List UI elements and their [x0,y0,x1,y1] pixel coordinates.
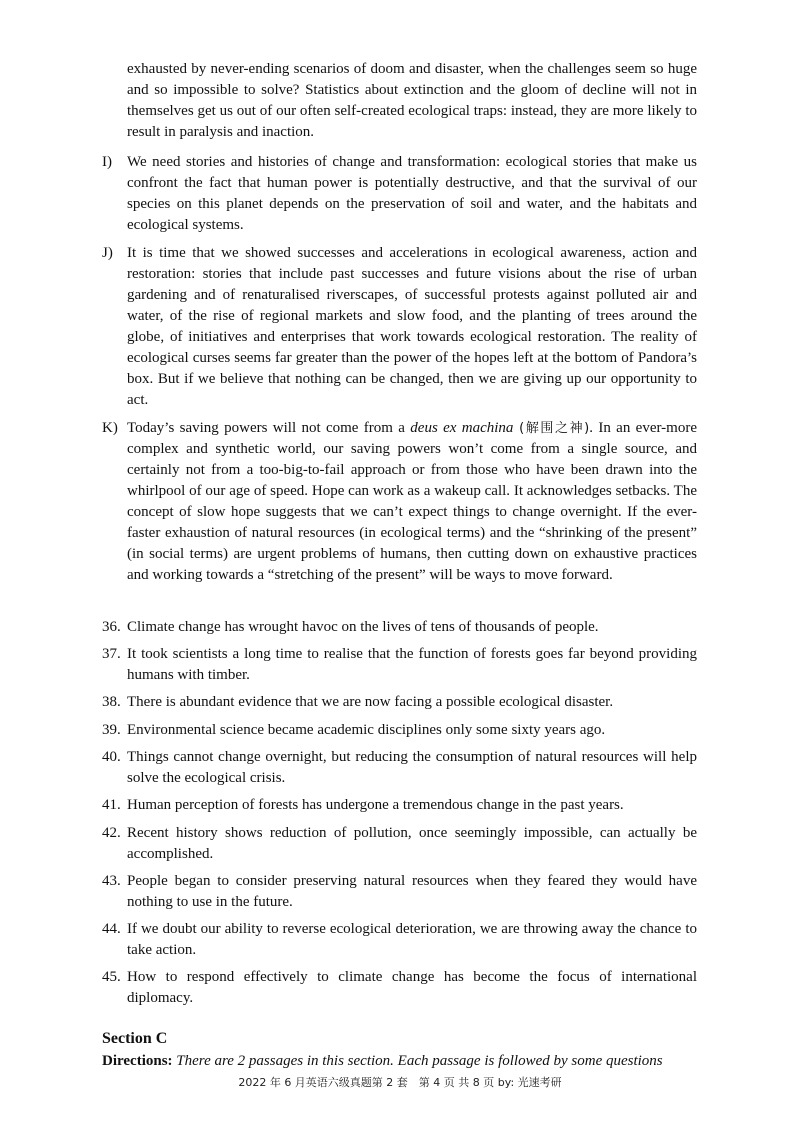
question-text: There is abundant evidence that we are now facing a possible ecological disaster. [127,694,614,710]
question-44 [102,919,697,961]
question-38 [102,692,697,713]
directions-label: Directions: [102,1053,173,1069]
question-number: 40. [102,749,121,765]
question-number: 37. [102,646,121,662]
question-text: Environmental science became academic disciplines only some sixty years ago. [127,722,606,738]
question-number: 39. [102,722,121,738]
question-42 [102,823,697,865]
question-37 [102,644,697,686]
question-40 [102,747,697,789]
paragraph-label: J) [102,245,113,261]
question-number: 44. [102,921,121,937]
section-directions [102,1051,702,1072]
question-number: 42. [102,825,121,841]
question-text: Human perception of forests has undergone a tremendous change in the past years. [127,797,624,813]
paragraph-text [127,418,697,586]
paragraph-k [102,418,697,586]
question-text: How to respond effectively to climate change has become the focus of international diplomacy. [127,969,697,1006]
text-after: . In an ever-more complex and synthetic world, our saving powers won’t come from a single source, and certainly not from a too-big-to-fail approach or from those who have been drawn into the whirlpool of our age of speed. Hope can work as a wakeup call. It acknowledges setbacks. The concept of slow hope suggests that we can’t expect things to change overnight. If the ever-faster exhaustion of natural resources (in ecological terms) and the “shrinking of the present” (in social terms) are urgent problems of humans, then cutting down on exhaustive practices and working towards a “stretching of the present” will be ways to move forward. [127,420,697,583]
paragraph-label: I) [102,154,112,170]
question-number: 38. [102,694,121,710]
chinese-gloss: (解围之神) [513,421,590,436]
page-footer: 2022 年 6 月英语六级真题第 2 套 第 4 页 共 8 页 by: 光速考研 [238,1076,562,1089]
latin-phrase: deus ex machina [410,420,514,436]
section-heading: Section C [102,1030,168,1047]
question-number: 36. [102,619,121,635]
question-number: 41. [102,797,121,813]
question-number: 43. [102,873,121,889]
paragraph-text: It is time that we showed successes and accelerations in ecological awareness, action and restoration: stories that include past successes and future visions about the rise of urban gardening and of renaturalised riverscapes, of successful protests against polluted air and water, of the rise of regional markets and slow food, and the planting of trees around the globe, of initiatives and enterprises that work towards ecological restoration. The reality of ecological curses seems far greater than the power of the hopes left at the bottom of Pandora’s box. But if we believe that nothing can be changed, then we are giving up our opportunity to act. [127,245,697,408]
passage-continuation: exhausted by never-ending scenarios of doom and disaster, when the challenges seem so huge and so impossible to solve? Statistics about extinction and the gloom of decline will not in themselves get us out of our often self-created ecological traps: instead, they are more likely to result in paralysis and inaction. [127,61,697,140]
question-41 [102,795,697,816]
directions-text: There are 2 passages in this section. Each passage is followed by some questions [172,1053,663,1069]
question-43 [102,871,697,913]
question-text: If we doubt our ability to reverse ecological deterioration, we are throwing away the chance to take action. [127,921,697,958]
question-36 [102,617,697,638]
text-before: Today’s saving powers will not come from a [127,420,411,436]
question-text: Climate change has wrought havoc on the lives of tens of thousands of people. [127,619,599,635]
question-number: 45. [102,969,121,985]
question-text: Things cannot change overnight, but reducing the consumption of natural resources will help solve the ecological crisis. [127,749,697,786]
paragraph-j [102,243,697,411]
paragraph-text: We need stories and histories of change and transformation: ecological stories that make us confront the fact that human power is potentially destructive, and that the survival of our species on this planet depends on the preservation of soil and water, and the habitats and ecological systems. [127,154,697,233]
question-45 [102,967,697,1009]
paragraph-label: K) [102,420,118,436]
question-text: It took scientists a long time to realise that the function of forests goes far beyond providing humans with timber. [127,646,697,683]
question-text: Recent history shows reduction of pollution, once seemingly impossible, can actually be accomplished. [127,825,697,862]
paragraph-i [102,152,697,236]
question-39 [102,720,697,741]
question-text: People began to consider preserving natural resources when they feared they would have nothing to use in the future. [127,873,697,910]
